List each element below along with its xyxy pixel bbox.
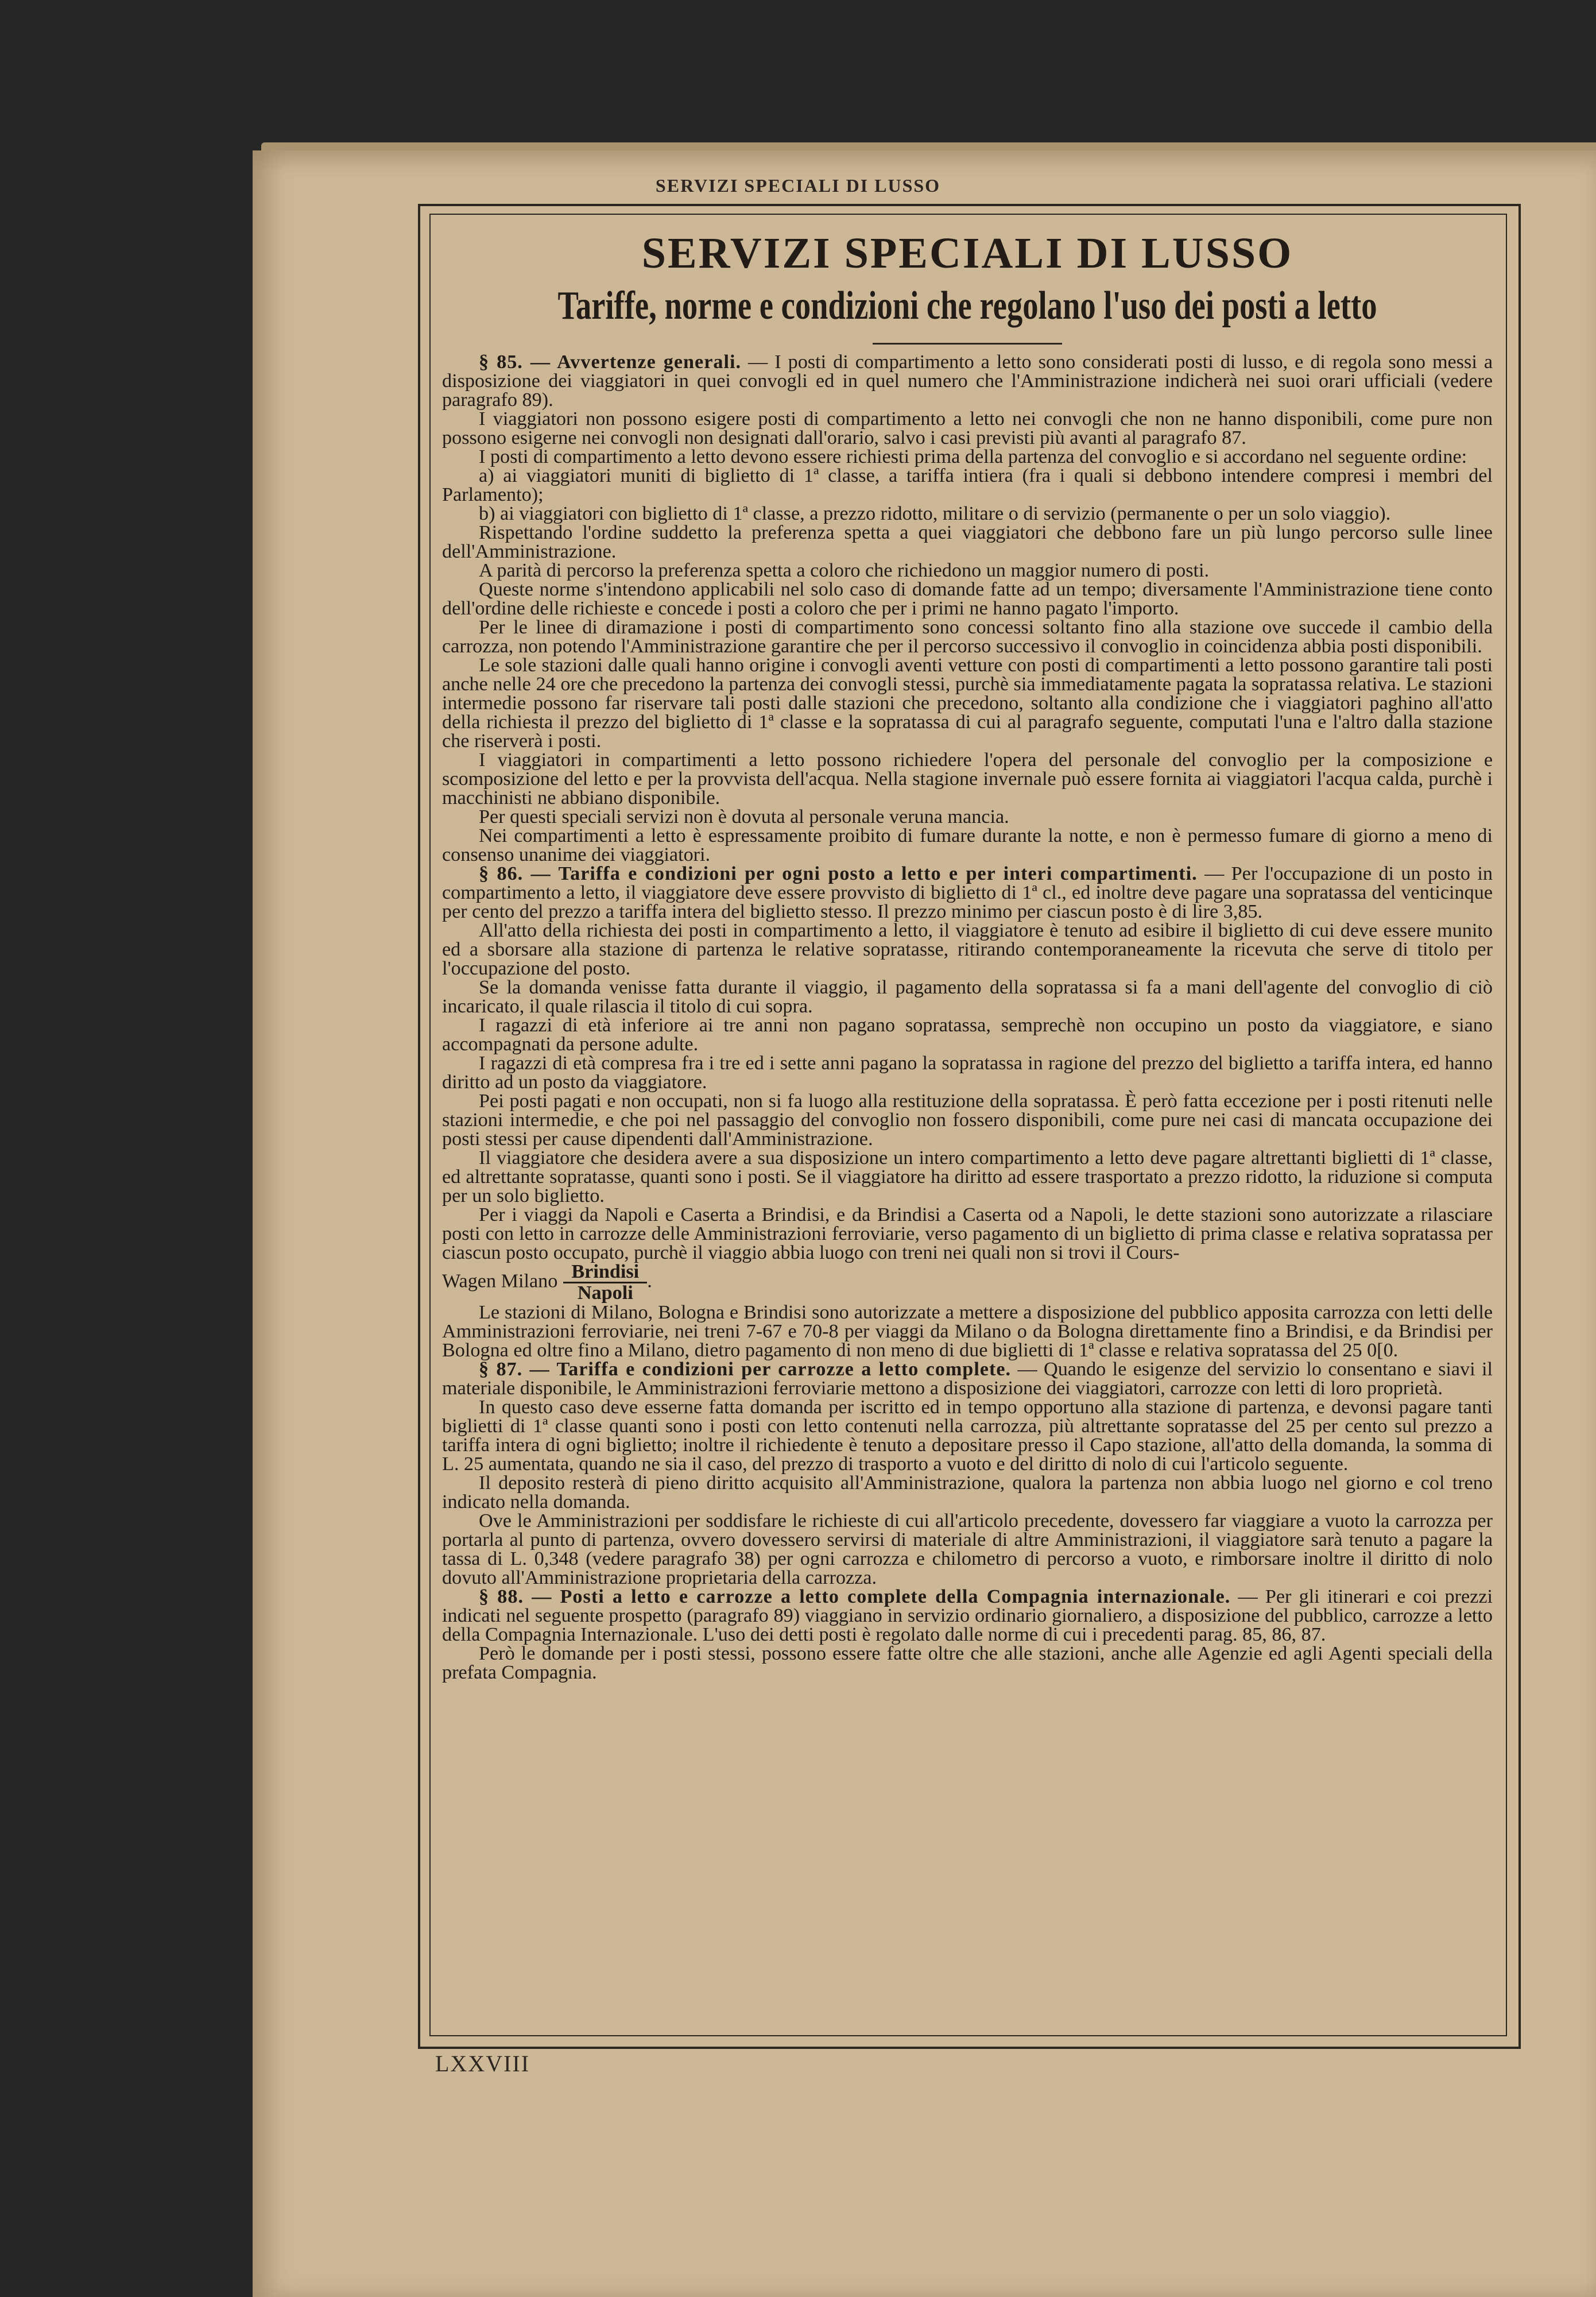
paragraph: All'atto della richiesta dei posti in compartimento a letto, il viaggiatore è tenuto ad esibire il biglietto di cui deve essere munito ed a sborsare alla stazione di partenza le relative sopratasse, ritirando contemporaneamente la ricevuta che serve di titolo per l'occupazione del posto. bbox=[442, 920, 1493, 979]
page-number: LXXVIII bbox=[435, 2051, 530, 2076]
paragraph: Il viaggiatore che desidera avere a sua disposizione un intero compartimento a letto deve pagare altrettanti biglietti di 1ª classe, ed altrettante sopratasse, quanti sono i posti. Se il viaggiatore ha diritto ad essere trasportato a prezzo ridotto, la riduzione si computa per un solo biglietto. bbox=[442, 1147, 1493, 1206]
section-86-heading: § 86. — Tariffa e condizioni per ogni posto a letto e per interi compartimenti. bbox=[479, 863, 1198, 884]
paragraph: Le stazioni di Milano, Bologna e Brindisi sono autorizzate a mettere a disposizione del pubblico apposita carrozza con letti delle Amministrazioni ferroviarie, nei treni 7-67 e 70-8 per viaggi da Milano o da Bologna direttamente fino a Brindisi, e da Brindisi per Bologna ed oltre fino a Milano, dietro pagamento di non meno di due biglietti di 1ª classe e relativa sopratassa del 25 0[0. bbox=[442, 1302, 1493, 1361]
fraction-numerator: Brindisi bbox=[563, 1262, 647, 1283]
wagen-label: Wagen Milano bbox=[442, 1270, 558, 1292]
body-text bbox=[442, 353, 1493, 1682]
paragraph: Però le domande per i posti stessi, possono essere fatte oltre che alle stazioni, anche alle Agenzie ed agli Agenti speciali della prefata Compagnia. bbox=[442, 1643, 1493, 1683]
paragraph: Rispettando l'ordine suddetto la preferenza spetta a quei viaggiatori che debbono fare un più lungo percorso sulle linee dell'Amministrazione. bbox=[442, 522, 1493, 562]
paragraph: Per i viaggi da Napoli e Caserta a Brindisi, e da Brindisi a Caserta od a Napoli, le dette stazioni sono autorizzate a rilasciare posti con letto in carrozze delle Amministrazioni ferroviarie, verso pagamento di un biglietto di prima classe e relativa sopratassa per ciascun posto occupato, purchè il viaggio abbia luogo con treni nei quali non si trovi il Cours- bbox=[442, 1204, 1493, 1263]
list-item-b: b) ai viaggiatori con biglietto di 1ª classe, a prezzo ridotto, militare o di servizio (permanente o per un solo viaggio). bbox=[479, 503, 1391, 524]
paragraph: I ragazzi di età compresa fra i tre ed i sette anni pagano la sopratassa in ragione del prezzo del biglietto a tariffa intera, ed hanno diritto ad un posto da viaggiatore. bbox=[442, 1053, 1493, 1093]
section-87-intro: § 87. — Tariffa e condizioni per carrozze a letto complete. — Quando le esigenze del servizio lo consentano e siavi il materiale disponibile, le Amministrazioni ferroviarie mettono a disposizione dei viaggiatori, carrozze con letti di loro proprietà. bbox=[442, 1359, 1493, 1399]
paragraph: I ragazzi di età inferiore ai tre anni non pagano sopratassa, semprechè non occupino un posto da viaggiatore, e siano accompagnati da persone adulte. bbox=[442, 1015, 1493, 1055]
paragraph: Nei compartimenti a letto è espressamente proibito di fumare durante la notte, e non è permesso fumare di giorno a meno di consenso unanime dei viaggiatori. bbox=[442, 825, 1493, 865]
paragraph: Pei posti pagati e non occupati, non si fa luogo alla restituzione della sopratassa. È però fatta eccezione per i posti ritenuti nelle stazioni intermedie, e che poi nel passaggio del convoglio non fossero disponibili, come pure nei casi di mancata occupazione dei posti stessi per cause dipendenti dall'Amministrazione. bbox=[442, 1091, 1493, 1150]
paragraph: Per l'occupazione di un posto in compartimento a letto, il viaggiatore deve essere provvisto di biglietto di 1ª cl., ed inoltre deve pagare una sopratassa del venticinque per cento del prezzo a tariffa intera del biglietto stesso. Il prezzo minimo per ciascun posto è di lire 3,85. bbox=[442, 863, 1493, 922]
paragraph: A parità di percorso la preferenza spetta a coloro che richiedono un maggior numero di posti. bbox=[479, 560, 1210, 581]
paragraph: I viaggiatori in compartimenti a letto possono richiedere l'opera del personale del convoglio per la composizione e scomposizione del letto e per la provvista dell'acqua. Nella stagione invernale può essere fornita ai viaggiatori l'acqua calda, purchè i macchinisti ne abbiano disponibile. bbox=[442, 749, 1493, 809]
section-87-heading: § 87. — Tariffa e condizioni per carrozze a letto complete. bbox=[479, 1359, 1012, 1380]
paragraph: Se la domanda venisse fatta durante il viaggio, il pagamento della sopratassa si fa a mani dell'agente del convoglio di ciò incaricato, il quale rilascia il titolo di cui sopra. bbox=[442, 977, 1493, 1017]
page-subtitle: Tariffe, norme e condizioni che regolano l'uso dei posti a letto bbox=[557, 284, 1377, 328]
page-content bbox=[442, 227, 1493, 2030]
paragraph: Le sole stazioni dalle quali hanno origine i convogli aventi vetture con posti di compartimenti a letto possono garantire tali posti anche nelle 24 ore che precedono la partenza dei convogli stessi, purchè sia immediatamente pagata la sopratassa relativa. Le stazioni intermedie possono far riservare tali posti dalle stazioni che precedono, soltanto alla condizione che i viaggiatori paghino all'atto della richiesta il prezzo del biglietto di 1ª classe e la sopratassa di cui al paragrafo seguente, computati l'una e l'altro dalla stazione che riserverà i posti. bbox=[442, 655, 1493, 752]
fraction-denominator: Napoli bbox=[577, 1282, 633, 1304]
paragraph: I posti di compartimento a letto sono considerati posti di lusso, e di regola sono messi a disposizione dei viaggiatori in quei convogli ed in quel numero che l'Amministrazione indicherà nei suoi orari ufficiali (vedere paragrafo 89). bbox=[442, 351, 1493, 411]
paragraph: Queste norme s'intendono applicabili nel solo caso di domande fatte ad un tempo; diversamente l'Amministrazione tiene conto dell'ordine delle richieste e concede i posti a coloro che per i primi ne hanno pagato l'importo. bbox=[442, 579, 1493, 619]
paragraph: In questo caso deve esserne fatta domanda per iscritto ed in tempo opportuno alla stazione di partenza, e devonsi pagare tanti biglietti di 1ª classe quanti sono i posti con letto contenuti nella carrozza, più altrettante sopratasse del 25 per cento sul prezzo a tariffa intera di ogni biglietto; inoltre il richiedente è tenuto a depositare presso il Capo stazione, all'atto della domanda, la somma di L. 25 aumentata, quando ne sia il caso, del prezzo di trasporto a vuoto e del diritto di nolo di cui l'articolo seguente. bbox=[442, 1397, 1493, 1475]
section-88-intro: § 88. — Posti a letto e carrozze a letto complete della Compagnia internazionale. — Per gli itinerari e coi prezzi indicati nel seguente prospetto (paragrafo 89) viaggiano in servizio ordinario giornaliero, a disposizione del pubblico, carrozze a letto della Compagnia Internazionale. L'uso dei detti posti è regolato dalle norme di cui i precedenti parag. 85, 86, 87. bbox=[442, 1586, 1493, 1645]
section-86-intro: § 86. — Tariffa e condizioni per ogni posto a letto e per interi compartimenti. — Per l'occupazione di un posto in compartimento a letto, il viaggiatore deve essere provvisto di biglietto di 1ª cl., ed inoltre deve pagare una sopratassa del venticinque per cento del prezzo a tariffa intera del biglietto stesso. Il prezzo minimo per ciascun posto è di lire 3,85. bbox=[442, 863, 1493, 922]
coursewagen-line: Wagen Milano $\frac{\text{Brindisi}}{\text{Napoli}}$ . bbox=[442, 1261, 652, 1304]
paragraph: Ove le Amministrazioni per soddisfare le richieste di cui all'articolo precedente, dovessero far viaggiare a vuoto la carrozza per portarla al punto di partenza, ovvero dovessero servirsi di materiale di altre Amministrazioni, il viaggiatore sarà tenuto a pagare la tassa di L. 0,348 (vedere paragrafo 38) per ogni carrozza e chilometro di percorso a vuoto, e rimborsare inoltre il diritto di nolo dovuto all'Amministrazione proprietaria della carrozza. bbox=[442, 1510, 1493, 1588]
running-head: SERVIZI SPECIALI DI LUSSO bbox=[655, 175, 941, 196]
paragraph: Per le linee di diramazione i posti di compartimento sono concessi soltanto fino alla stazione ove succede il cambio della carrozza, non potendo l'Amministrazione garantire che per il percorso successivo il convoglio in coincidenza abbia posti disponibili. bbox=[442, 617, 1493, 657]
page-title: SERVIZI SPECIALI DI LUSSO bbox=[641, 229, 1293, 277]
paragraph: Per gli itinerari e coi prezzi indicati nel seguente prospetto (paragrafo 89) viaggiano in servizio ordinario giornaliero, a disposizione del pubblico, carrozze a letto della Compagnia Internazionale. L'uso dei detti posti è regolato dalle norme di cui i precedenti parag. 85, 86, 87. bbox=[442, 1586, 1493, 1645]
paragraph: Il deposito resterà di pieno diritto acquisito all'Amministrazione, qualora la partenza non abbia luogo nel giorno e col treno indicato nella domanda. bbox=[442, 1472, 1493, 1513]
list-item-a: a) ai viaggiatori muniti di biglietto di 1ª classe, a tariffa intiera (fra i quali si debbono intendere compresi i membri del Parlamento); bbox=[442, 465, 1493, 505]
section-88-heading: § 88. — Posti a letto e carrozze a letto complete della Compagnia internazionale. bbox=[479, 1586, 1231, 1607]
paragraph: I viaggiatori non possono esigere posti di compartimento a letto nei convogli che non ne hanno disponibili, come pure non possono esigerne nei convogli non designati dall'orario, salvo i casi previsti più avanti al paragrafo 87. bbox=[442, 408, 1493, 448]
title-divider bbox=[873, 343, 1062, 345]
paragraph: Quando le esigenze del servizio lo consentano e siavi il materiale disponibile, le Amministrazioni ferroviarie mettono a disposizione dei viaggiatori, carrozze con letti di loro proprietà. bbox=[442, 1359, 1493, 1399]
section-85-heading: § 85. — Avvertenze generali. bbox=[479, 351, 742, 373]
paragraph: Per questi speciali servizi non è dovuta al personale veruna mancia. bbox=[479, 806, 1009, 827]
section-85-intro: § 85. — Avvertenze generali. — I posti di compartimento a letto sono considerati posti di lusso, e di regola sono messi a disposizione dei viaggiatori in quei convogli ed in quel numero che l'Amministrazione indicherà nei suoi orari ufficiali (vedere paragrafo 89). bbox=[442, 351, 1493, 411]
paragraph: I posti di compartimento a letto devono essere richiesti prima della partenza del convoglio e si accordano nel seguente ordine: bbox=[479, 446, 1467, 467]
route-fraction bbox=[563, 1262, 647, 1303]
